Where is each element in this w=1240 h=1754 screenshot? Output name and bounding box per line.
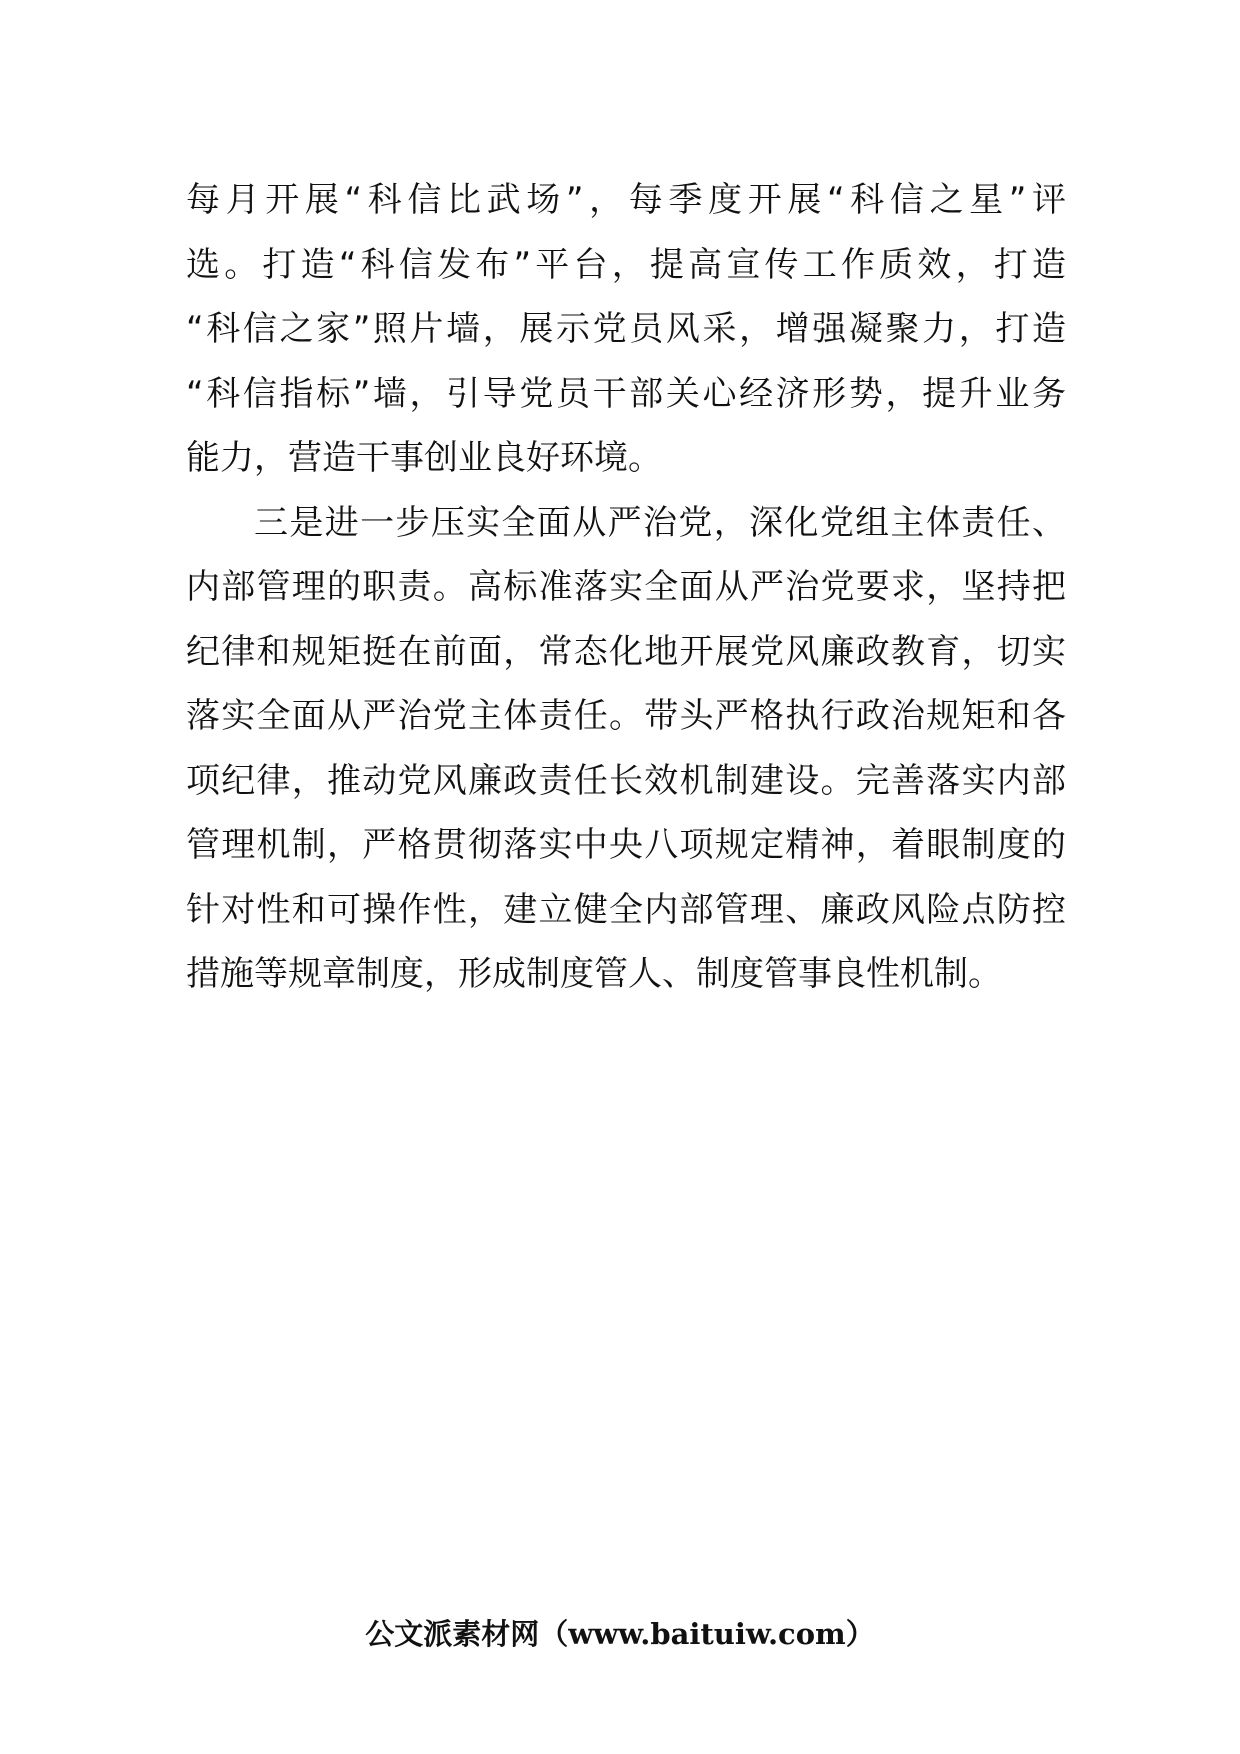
text-line: 项纪律，推动党风廉政责任长效机制建设。完善落实内部 xyxy=(186,760,1066,801)
text-line: “科信指标”墙，引导党员干部关心经济形势，提升业务 xyxy=(186,373,1066,414)
text-line: 管理机制，严格贯彻落实中央八项规定精神，着眼制度的 xyxy=(186,825,1066,865)
paragraph-heading-line: 三是进一步压实全面从严治党，深化党组主体责任、 xyxy=(254,502,1066,543)
footer-watermark: 公文派素材网（www.baituiw.com） xyxy=(365,1617,875,1651)
text-line: 纪律和规矩挺在前面，常态化地开展党风廉政教育，切实 xyxy=(186,631,1066,672)
text-line: 能力，营造干事创业良好环境。 xyxy=(186,438,662,478)
text-line: 选。打造“科信发布”平台，提高宣传工作质效，打造 xyxy=(186,244,1066,285)
text-line: 措施等规章制度，形成制度管人、制度管事良性机制。 xyxy=(186,954,1002,994)
text-line: 内部管理的职责。高标准落实全面从严治党要求，坚持把 xyxy=(186,567,1066,607)
document-body xyxy=(186,168,1066,1007)
text-line: “科信之家”照片墙，展示党员风采，增强凝聚力，打造 xyxy=(186,309,1066,349)
text-line: 针对性和可操作性，建立健全内部管理、廉政风险点防控 xyxy=(186,889,1066,930)
text-line: 落实全面从严治党主体责任。带头严格执行政治规矩和各 xyxy=(186,696,1066,736)
text-line: 每月开展“科信比武场”，每季度开展“科信之星”评 xyxy=(186,180,1066,220)
